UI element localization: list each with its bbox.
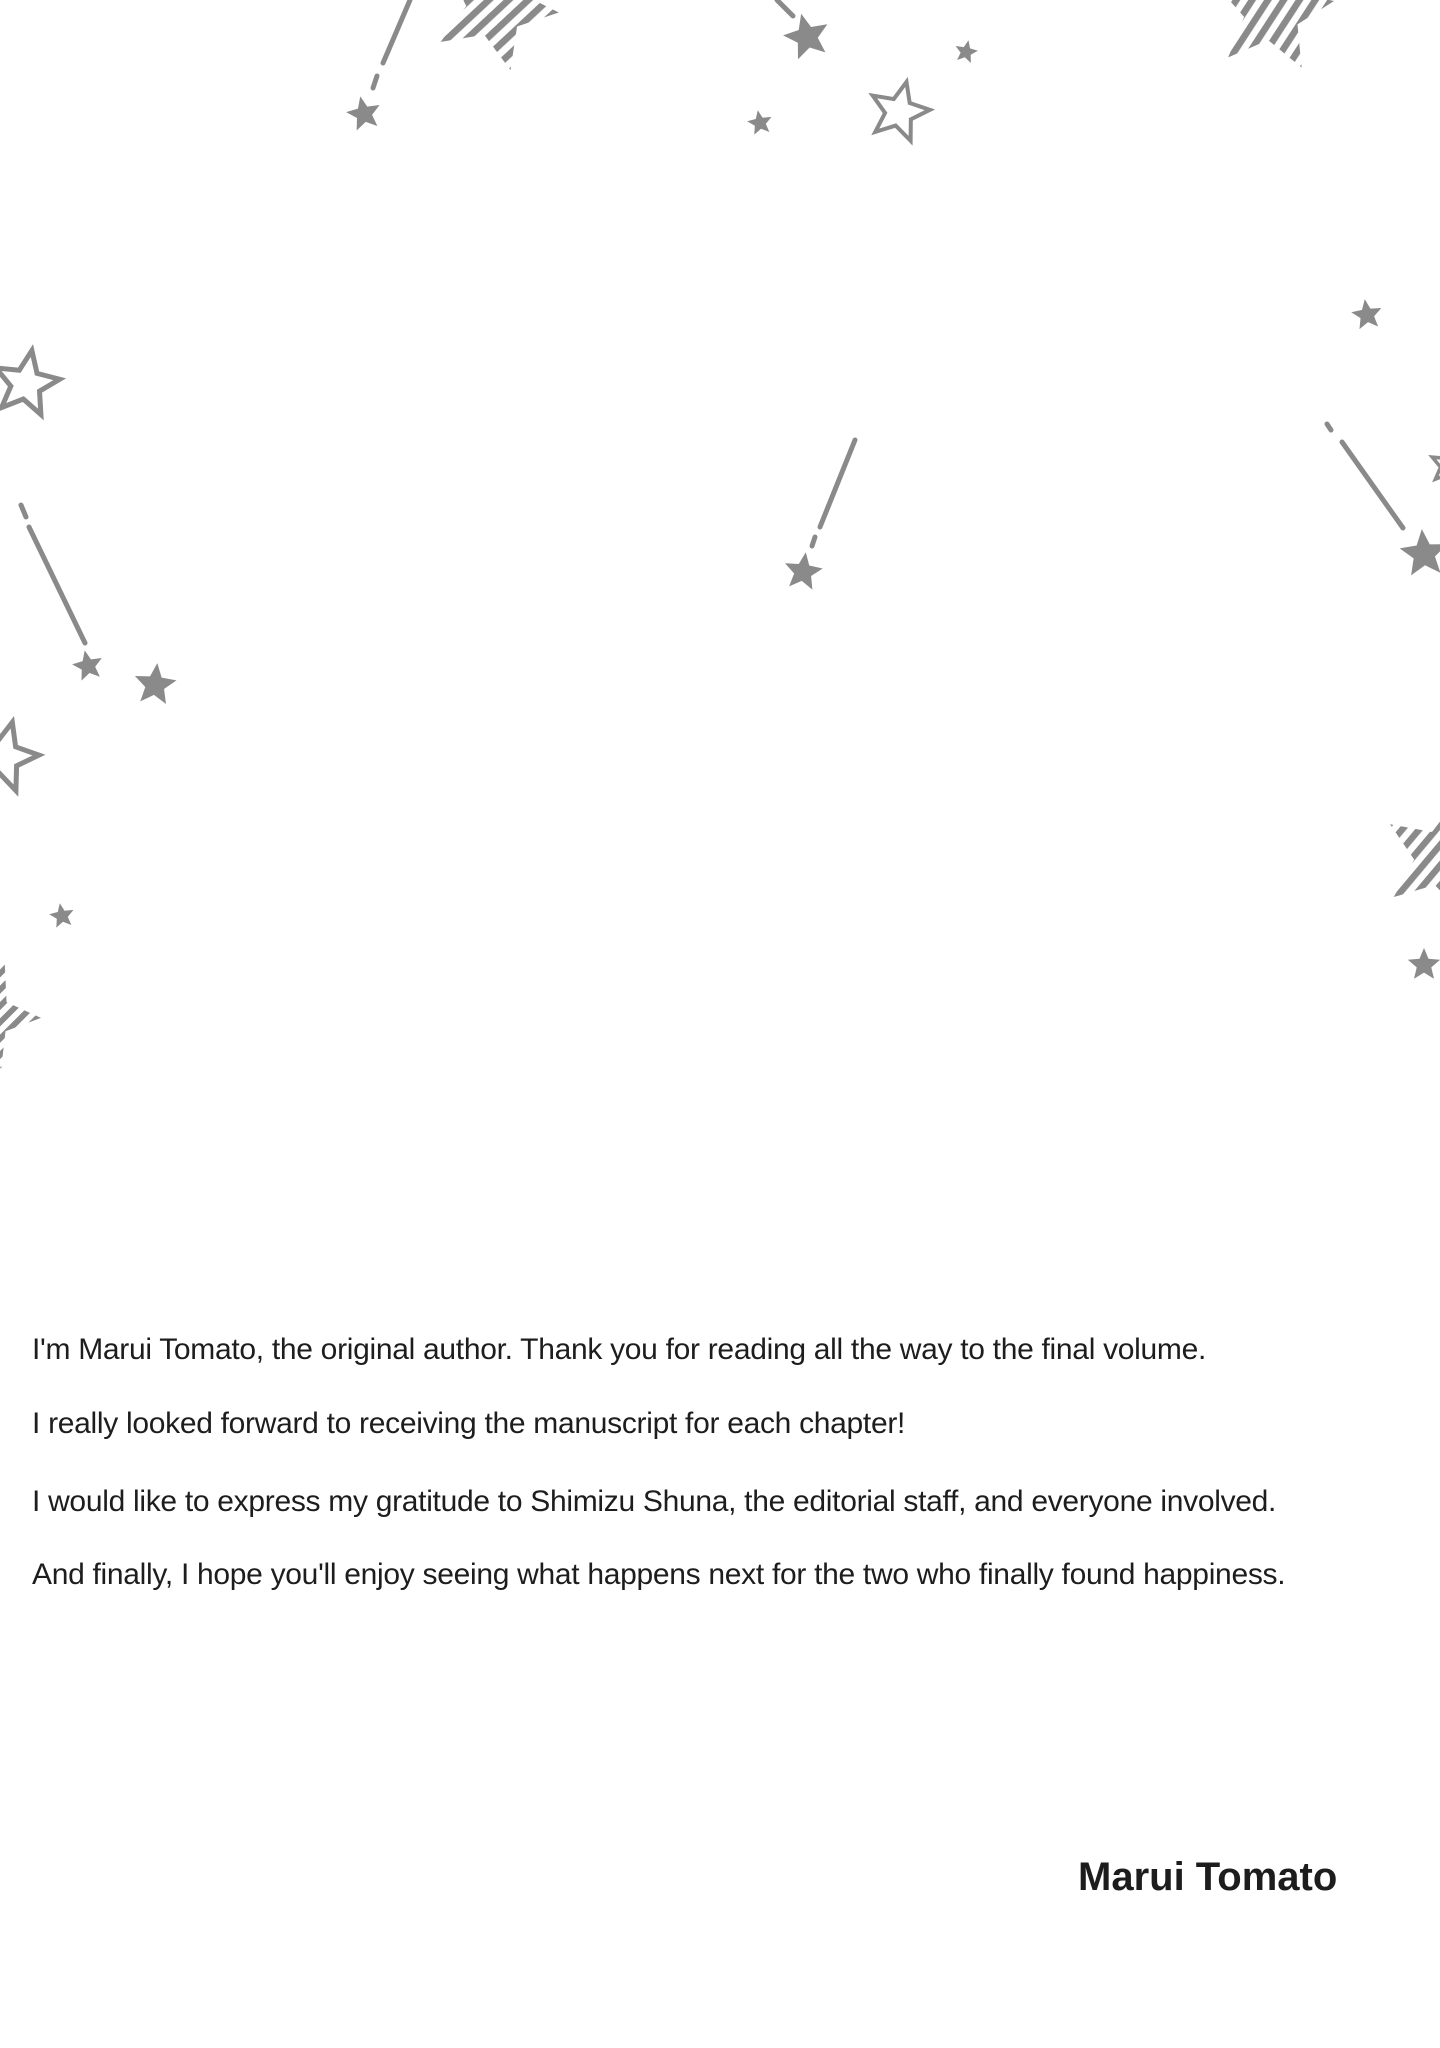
filled-star-icon	[48, 901, 76, 928]
outline-star-icon	[0, 713, 45, 794]
afterword-line: And finally, I hope you'll enjoy seeing what happens next for the two who finally found happiness.	[32, 1558, 1286, 1591]
filled-star-icon	[782, 550, 825, 591]
filled-star-icon	[746, 108, 774, 135]
filled-star-icon	[1350, 297, 1384, 330]
hatched-star-icon	[1372, 783, 1440, 922]
filled-star-icon	[132, 661, 178, 705]
filled-star-icon	[344, 93, 384, 132]
afterword-line: I really looked forward to receiving the manuscript for each chapter!	[32, 1407, 906, 1440]
hatched-star-icon	[1206, 0, 1341, 71]
shooting-star-line	[29, 527, 85, 643]
shooting-star-dash	[1327, 424, 1331, 430]
outline-star-icon	[864, 75, 935, 144]
outline-star-icon	[0, 345, 64, 417]
hatched-star-icon	[0, 946, 54, 1075]
shooting-star-line	[1342, 442, 1403, 528]
filled-star-icon	[779, 8, 834, 61]
filled-star-icon	[70, 647, 106, 682]
shooting-star-dash	[21, 505, 26, 517]
shooting-star-dash	[373, 76, 377, 88]
outline-star-icon	[1429, 444, 1440, 484]
hatched-star-icon	[419, 0, 575, 79]
filled-star-icon	[1408, 948, 1440, 979]
afterword-line: I'm Marui Tomato, the original author. Thank you for reading all the way to the final volume.	[32, 1333, 1207, 1366]
shooting-star-line	[820, 440, 855, 527]
filled-star-icon	[1398, 527, 1440, 576]
shooting-star-line	[383, 0, 410, 63]
shooting-star-line	[777, 0, 793, 16]
shooting-star-dash	[812, 537, 815, 546]
afterword-line: I would like to express my gratitude to Shimizu Shuna, the editorial staff, and everyone involved.	[32, 1485, 1277, 1518]
author-signature: Marui Tomato	[1078, 1855, 1338, 1899]
filled-star-icon	[953, 38, 980, 64]
